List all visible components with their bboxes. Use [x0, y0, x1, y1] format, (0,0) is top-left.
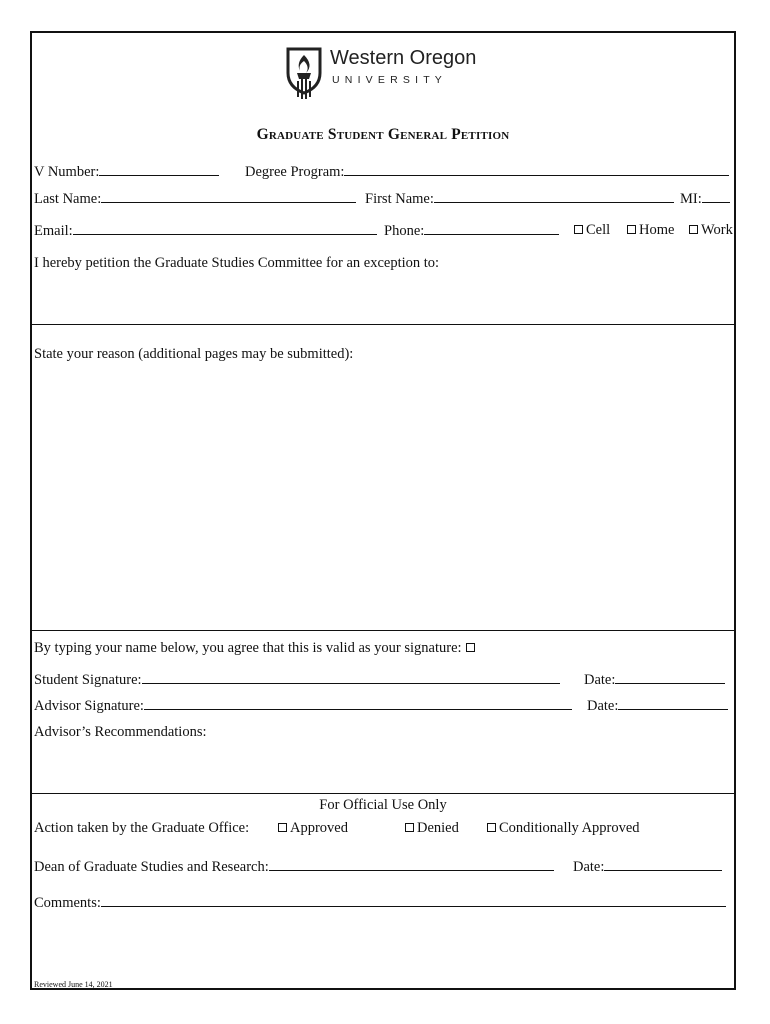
form-title: Graduate Student General Petition	[256, 126, 510, 143]
official-use-heading: For Official Use Only	[319, 797, 447, 813]
denied-option[interactable]	[404, 820, 459, 837]
cell-checkbox[interactable]	[574, 225, 583, 234]
student-signature-label: Student Signature:	[34, 672, 142, 688]
logo-subtitle: UNIVERSITY	[332, 74, 448, 86]
petition-text: I hereby petition the Graduate Studies Committee for an exception to:	[34, 255, 440, 271]
conditionally-approved-checkbox[interactable]	[487, 823, 496, 832]
degree-program-field[interactable]	[245, 163, 729, 181]
student-date-field[interactable]	[584, 671, 725, 689]
logo-name: Western Oregon	[330, 47, 477, 69]
student-date-label: Date:	[584, 672, 616, 688]
action-taken-label: Action taken by the Graduate Office:	[34, 820, 250, 836]
advisor-date-field[interactable]	[587, 697, 728, 715]
email-label: Email:	[34, 223, 73, 239]
dean-signature-field[interactable]	[34, 858, 554, 876]
section-divider	[32, 324, 734, 325]
conditionally-approved-option[interactable]	[486, 820, 640, 837]
advisor-recommendations-label: Advisor’s Recommendations:	[34, 724, 207, 740]
denied-label: Denied	[417, 820, 459, 836]
last-name-field[interactable]	[34, 190, 356, 208]
dean-date-label: Date:	[573, 859, 605, 875]
denied-checkbox[interactable]	[405, 823, 414, 832]
home-checkbox[interactable]	[627, 225, 636, 234]
mi-field[interactable]	[680, 190, 730, 208]
mi-label: MI:	[680, 191, 702, 207]
approved-checkbox[interactable]	[278, 823, 287, 832]
v-number-field[interactable]	[34, 163, 219, 181]
work-checkbox[interactable]	[689, 225, 698, 234]
work-label: Work	[701, 222, 733, 238]
first-name-field[interactable]	[365, 190, 674, 208]
phone-field[interactable]	[384, 222, 559, 240]
torch-shield-icon	[284, 43, 324, 103]
email-field[interactable]	[34, 222, 377, 240]
conditionally-approved-label: Conditionally Approved	[499, 820, 640, 836]
petition-form	[30, 31, 736, 990]
approved-option[interactable]	[277, 820, 348, 837]
approved-label: Approved	[290, 820, 348, 836]
university-logo	[284, 43, 477, 107]
student-signature-field[interactable]	[34, 671, 560, 689]
home-label: Home	[639, 222, 675, 238]
signature-agree-text: By typing your name below, you agree that this is valid as your signature:	[34, 640, 462, 656]
first-name-label: First Name:	[365, 191, 434, 207]
v-number-label: V Number:	[34, 164, 100, 180]
phone-type-home[interactable]	[626, 222, 674, 239]
comments-field[interactable]	[34, 894, 726, 912]
dean-date-field[interactable]	[573, 858, 722, 876]
reason-text: State your reason (additional pages may be submitted):	[34, 346, 354, 362]
dean-label: Dean of Graduate Studies and Research:	[34, 859, 269, 875]
phone-type-cell[interactable]	[573, 222, 610, 239]
section-divider	[32, 793, 734, 794]
advisor-signature-label: Advisor Signature:	[34, 698, 144, 714]
comments-label: Comments:	[34, 895, 101, 911]
advisor-date-label: Date:	[587, 698, 619, 714]
signature-agree-checkbox[interactable]	[466, 643, 475, 652]
degree-program-label: Degree Program:	[245, 164, 345, 180]
phone-type-work[interactable]	[688, 222, 733, 239]
advisor-signature-field[interactable]	[34, 697, 572, 715]
review-date-footer: Reviewed June 14, 2021	[34, 980, 113, 989]
signature-agree[interactable]	[34, 640, 478, 657]
cell-label: Cell	[586, 222, 611, 238]
last-name-label: Last Name:	[34, 191, 102, 207]
phone-label: Phone:	[384, 223, 425, 239]
section-divider	[32, 630, 734, 631]
